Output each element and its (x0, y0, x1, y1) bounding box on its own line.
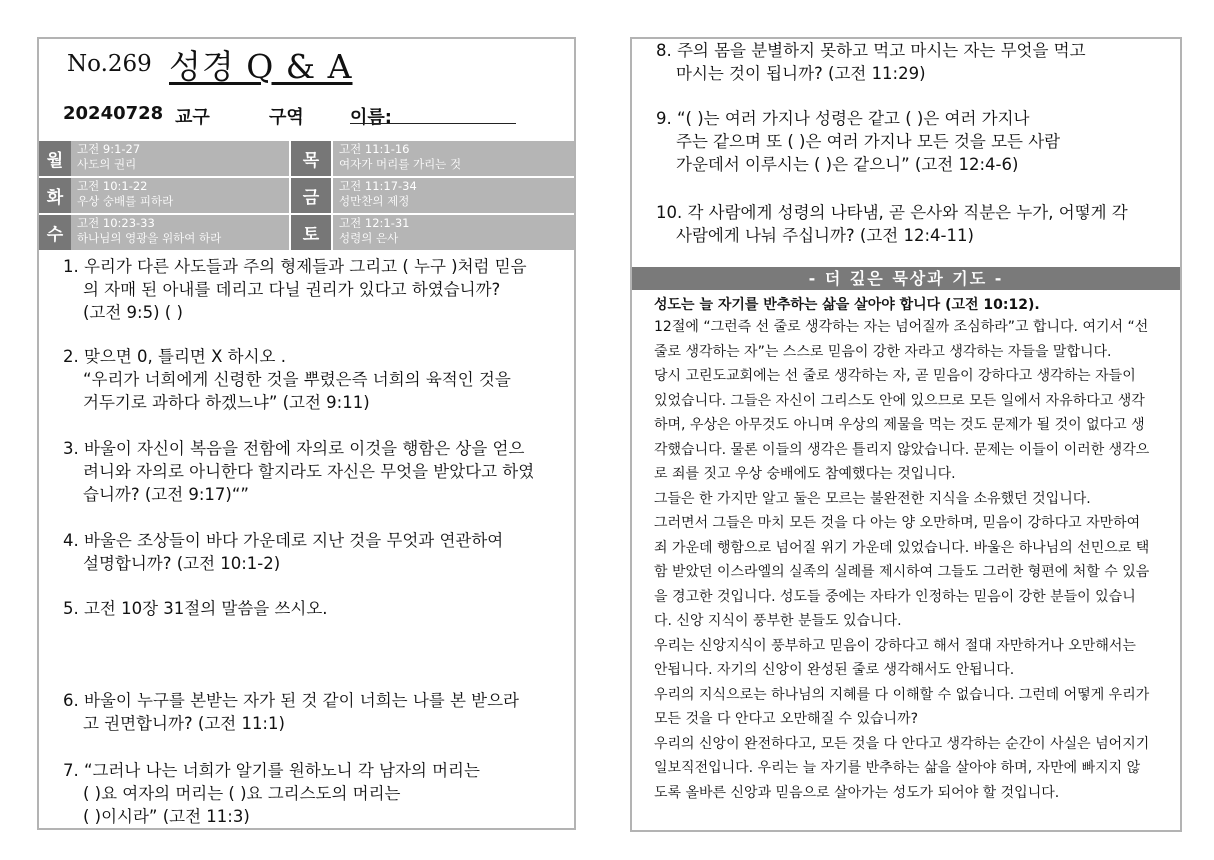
schedule-day: 수 (39, 215, 71, 250)
question-line: 2. 맞으면 0, 틀리면 X 하시오 . (63, 347, 286, 366)
date-label: 20240728 (63, 103, 164, 124)
question-4 (63, 529, 503, 575)
question-line: 1. 우리가 다른 사도들과 주의 형제들과 그리고 ( 누구 )처럼 믿음 (63, 257, 527, 276)
question-1 (63, 255, 527, 324)
question-line: “우리가 너희에게 신령한 것을 뿌렸은즉 너희의 육적인 것을 (83, 370, 511, 389)
question-7 (63, 759, 480, 828)
question-line: 려니와 자의로 아니한다 할지라도 자신은 무엇을 받았다고 하였 (83, 462, 535, 481)
name-blank-line[interactable] (350, 123, 516, 124)
question-line: 3. 바울이 자신이 복음을 전함에 자의로 이것을 행함은 상을 얻으 (63, 439, 525, 458)
schedule-ref: 고전 11:17-34 (339, 179, 417, 193)
schedule-row (39, 178, 574, 213)
schedule-ref: 고전 12:1-31 (339, 216, 410, 230)
left-page (37, 37, 576, 830)
question-line: 마시는 것이 됩니까? (고전 11:29) (676, 64, 926, 83)
schedule-cell (333, 141, 574, 176)
question-line: 주는 같으며 또 ( )은 여러 가지나 모든 것을 모든 사람 (676, 132, 1061, 151)
meditation-paragraph: 당시 고린도교회에는 선 줄로 생각하는 자, 곧 믿음이 강하다고 생각하는 자들이 있었습니다. 그들은 자신이 그리스도 안에 있으므로 모든 일에서 자유하다고 생각하며, 우상은 아무것도 아니며 우상의 제물을 먹는 것도 문제가 될 것이 없다고 생각했습니다. 물론 이들의 생각은 틀리지 않았습니다. 문제는 이들이 이러한 생각으로 죄를 짓고 우상 숭배에도 참예했다는 것입니다. (654, 368, 1150, 482)
reading-schedule (39, 141, 574, 252)
meditation-paragraph: 12절에 “그런즉 선 줄로 생각하는 자는 넘어질까 조심하라”고 합니다. 여기서 “선 줄로 생각하는 자”는 스스로 믿음이 강한 자라고 생각하는 자들을 말합니다. (654, 319, 1149, 360)
schedule-cell (71, 178, 291, 213)
schedule-topic: 우상 숭배를 피하라 (77, 194, 174, 208)
question-line: 7. “그러나 나는 너희가 알기를 원하노니 각 남자의 머리는 (63, 761, 480, 780)
meditation-paragraph: 그들은 한 가지만 알고 둘은 모르는 불완전한 지식을 소유했던 것입니다. (654, 490, 1091, 507)
right-page (630, 37, 1182, 832)
question-line: 거두기로 과하다 하겠느냐” (고전 9:11) (83, 393, 370, 412)
question-9 (656, 107, 1060, 176)
schedule-cell (333, 178, 574, 213)
schedule-day: 목 (291, 141, 333, 176)
question-line: 8. 주의 몸을 분별하지 못하고 먹고 마시는 자는 무엇을 먹고 (656, 41, 1086, 60)
meditation-paragraph: 그러면서 그들은 마치 모든 것을 다 아는 양 오만하며, 믿음이 강하다고 자만하여 죄 가운데 행함으로 넘어질 위기 가운데 있었습니다. 바울은 하나님의 선민으로 택함 받았던 이스라엘의 실족의 실례를 제시하여 그들도 그러한 형편에 처할 수 있음을 경고한 것입니다. 성도들 중에는 자타가 인정하는 믿음이 강한 분들이 있습니다. 신앙 지식이 풍부한 분들도 있습니다. (654, 515, 1150, 629)
question-10 (656, 201, 1128, 247)
meditation-heading: 성도는 늘 자기를 반추하는 삶을 살아야 합니다 (고전 10:12). (654, 297, 1040, 313)
schedule-ref: 고전 11:1-16 (339, 142, 410, 156)
question-line: 9. “( )는 여러 가지나 성령은 같고 ( )은 여러 가지나 (656, 109, 1030, 128)
schedule-ref: 고전 10:1-22 (77, 179, 148, 193)
schedule-cell (71, 141, 291, 176)
question-3 (63, 437, 534, 506)
name-label: 이름: (350, 107, 392, 128)
question-5 (63, 597, 328, 620)
meditation-body (654, 315, 1152, 805)
schedule-cell (333, 215, 574, 250)
question-line: 고 권면합니까? (고전 11:1) (83, 714, 285, 733)
district-label: 교구 (175, 107, 210, 128)
question-line: 10. 각 사람에게 성령의 나타냄, 곧 은사와 직분은 누가, 어떻게 각 (656, 203, 1128, 222)
schedule-day: 화 (39, 178, 71, 213)
question-6 (63, 689, 519, 735)
schedule-ref: 고전 9:1-27 (77, 142, 141, 156)
meditation-paragraph: 우리의 지식으로는 하나님의 지혜를 다 이해할 수 없습니다. 그런데 어떻게 우리가 모든 것을 다 안다고 오만해질 수 있습니까? (654, 686, 1150, 727)
schedule-row (39, 215, 574, 250)
meditation-banner: - 더 깊은 묵상과 기도 - (632, 267, 1180, 290)
question-line: ( )요 여자의 머리는 ( )요 그리스도의 머리는 (83, 784, 401, 803)
schedule-ref: 고전 10:23-33 (77, 216, 155, 230)
question-line: (고전 9:5) ( ) (83, 303, 183, 322)
question-line: 가운데서 이루시는 ( )은 같으니” (고전 12:4-6) (676, 155, 1019, 174)
question-line: 설명합니까? (고전 10:1-2) (83, 554, 281, 573)
schedule-topic: 사도의 권리 (77, 157, 137, 171)
meditation-paragraph: 우리는 신앙지식이 풍부하고 믿음이 강하다고 해서 절대 자만하거나 오만해서는 안됩니다. 자기의 신앙이 완성된 줄로 생각해서도 안됩니다. (654, 637, 1136, 678)
issue-number: No.269 (67, 51, 152, 77)
schedule-topic: 성령의 은사 (339, 231, 399, 245)
schedule-row (39, 141, 574, 176)
question-line: 습니까? (고전 9:17)“” (83, 485, 249, 504)
schedule-topic: 하나님의 영광을 위하여 하라 (77, 231, 222, 245)
question-line: 사람에게 나눠 주십니까? (고전 12:4-11) (676, 226, 974, 245)
schedule-day: 금 (291, 178, 333, 213)
question-line: 의 자매 된 아내를 데리고 다닐 권리가 있다고 하였습니까? (83, 280, 501, 299)
question-line: ( )이시라” (고전 11:3) (83, 807, 250, 826)
question-2 (63, 345, 511, 414)
schedule-day: 월 (39, 141, 71, 176)
schedule-topic: 성만찬의 제정 (339, 194, 410, 208)
page-title: 성경 Q & A (169, 47, 353, 86)
schedule-topic: 여자가 머리를 가리는 것 (339, 157, 462, 171)
question-line: 6. 바울이 누구를 본받는 자가 된 것 같이 너희는 나를 본 받으라 (63, 691, 519, 710)
question-line: 5. 고전 10장 31절의 말씀을 쓰시오. (63, 599, 328, 618)
meditation-paragraph: 우리의 신앙이 완전하다고, 모든 것을 다 안다고 생각하는 순간이 사실은 넘어지기 일보직전입니다. 우리는 늘 자기를 반추하는 삶을 살아야 하며, 자만에 빠지지 않도록 올바른 신앙과 믿음으로 살아가는 성도가 되어야 할 것입니다. (654, 735, 1150, 801)
zone-label: 구역 (269, 107, 304, 128)
question-line: 4. 바울은 조상들이 바다 가운데로 지난 것을 무엇과 연관하여 (63, 531, 504, 550)
schedule-day: 토 (291, 215, 333, 250)
schedule-cell (71, 215, 291, 250)
question-8 (656, 39, 1086, 85)
